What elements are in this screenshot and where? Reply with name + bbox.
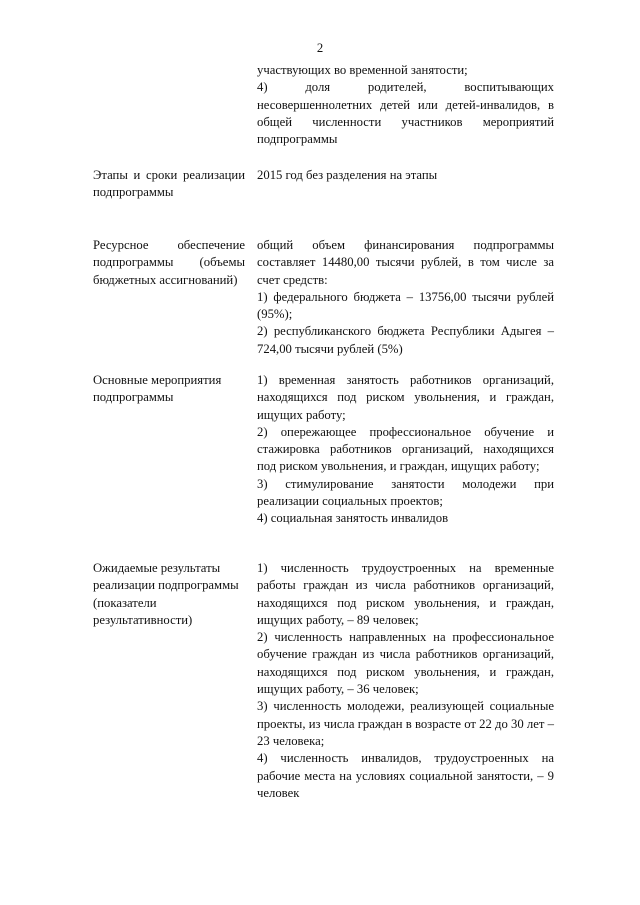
row-item: общий объем финансирования подпрограммы составляет 14480,00 тысячи рублей, в том числе за счет средств: <box>257 238 554 287</box>
continuation-line: 4) доля родителей, воспитывающих несовершеннолетних детей или детей-инвалидов, в общей численности участников мероприятий подпрограммы <box>257 80 554 147</box>
page-number: 2 <box>316 41 324 55</box>
row-item: 2) опережающее профессиональное обучение и стажировка работников организаций, находящихся под риском увольнения, и граждан, ищущих работу; <box>257 424 554 474</box>
row-label-activities: Основные мероприятия подпрограммы <box>93 373 222 405</box>
row-item: 3) стимулирование занятости молодежи при реализации социальных проектов; <box>257 476 554 509</box>
continuation-line: участвующих во временной занятости; <box>257 63 468 77</box>
row-value-activities <box>257 372 554 528</box>
row-item: 2015 год без разделения на этапы <box>257 168 438 182</box>
continuation-block <box>257 62 554 148</box>
row-item: 2) республиканского бюджета Республики Адыгея – 724,00 тысячи рублей (5%) <box>257 324 554 356</box>
row-item: 1) численность трудоустроенных на временные работы граждан из числа работников организаций, находящихся под риском увольнения, и граждан, ищущих работу, – 89 человек; <box>257 561 554 627</box>
row-item: 1) временная занятость работников организаций, находящихся под риском увольнения, и граждан, ищущих работу; <box>257 373 554 422</box>
row-item: 4) численность инвалидов, трудоустроенных на рабочие места на условиях социальной занятости, – 9 человек <box>257 751 554 800</box>
row-label-results: Ожидаемые результаты реализации подпрограммы (показатели результативности) <box>93 561 239 627</box>
row-label-funding: Ресурсное обеспечение подпрограммы (объемы бюджетных ассигнований) <box>93 238 245 287</box>
row-value-results <box>257 560 554 802</box>
row-item: 4) социальная занятость инвалидов <box>257 511 449 526</box>
row-item: 3) численность молодежи, реализующей социальные проекты, из числа граждан в возрасте от 22 до 30 лет – 23 человека; <box>257 699 554 748</box>
row-value-funding <box>257 237 554 358</box>
row-item: 1) федерального бюджета – 13756,00 тысячи рублей (95%); <box>257 289 554 322</box>
row-value-stages <box>257 167 554 184</box>
row-label-stages: Этапы и сроки реализации подпрограммы <box>93 168 245 200</box>
row-item: 2) численность направленных на профессиональное обучение граждан из числа работников организаций, находящихся под риском увольнения, и граждан, ищущих работу, – 36 человек; <box>257 630 554 697</box>
